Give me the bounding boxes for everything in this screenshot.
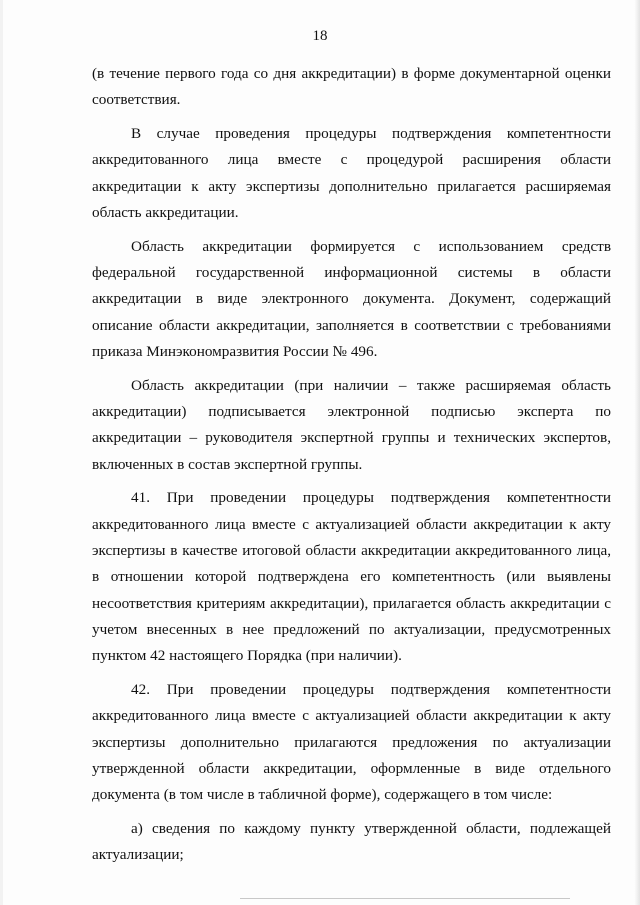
scan-bottom-line <box>240 898 570 899</box>
page-right-edge <box>634 0 640 905</box>
paragraph-subclause-a: а) сведения по каждому пункту утвержденной области, подлежащей актуализации; <box>92 820 611 864</box>
paragraph-continuation: (в течение первого года со дня аккредитации) в форме документарной оценки соответствия. <box>92 65 611 109</box>
paragraph-expansion-procedure: В случае проведения процедуры подтверждения компетентности аккредитованного лица вместе с процедурой расширения области аккредитации к акту экспертизы дополнительно прилагается расширяемая область аккредитации. <box>92 125 611 221</box>
paragraph-scope-signature: Область аккредитации (при наличии – также расширяемая область аккредитации) подписывается электронной подписью эксперта по аккредитации – руководителя экспертной группы и технических экспертов, включенных в состав экспертной группы. <box>92 376 611 473</box>
page-number: 18 <box>312 28 328 44</box>
document-body <box>92 61 611 869</box>
paragraph-scope-formation: Область аккредитации формируется с использованием средств федеральной государственной информационной системы в области аккредитации в виде электронного документа. Документ, содержащий описание области аккредитации, заполняется в соответствии с требованиями приказа Минэкономразвития России № 496. <box>92 237 611 360</box>
paragraph-clause-41: 41. При проведении процедуры подтверждения компетентности аккредитованного лица вместе с актуализацией области аккредитации к акту экспертизы в качестве итоговой области аккредитации аккредитованного лица, в отношении которой подтверждена его компетентность (или выявлены несоответствия критериям аккредитации), прилагается область аккредитации с учетом внесенных в нее предложений по актуализации, предусмотренных пунктом 42 настоящего Порядка (при наличии). <box>92 489 611 665</box>
page-left-edge <box>0 0 3 905</box>
paragraph-clause-42: 42. При проведении процедуры подтверждения компетентности аккредитованного лица вместе с актуализацией области аккредитации к акту экспертизы дополнительно прилагаются предложения по актуализации утвержденной области аккредитации, оформленные в виде отдельного документа (в том числе в табличной форме), содержащего в том числе: <box>92 681 611 804</box>
